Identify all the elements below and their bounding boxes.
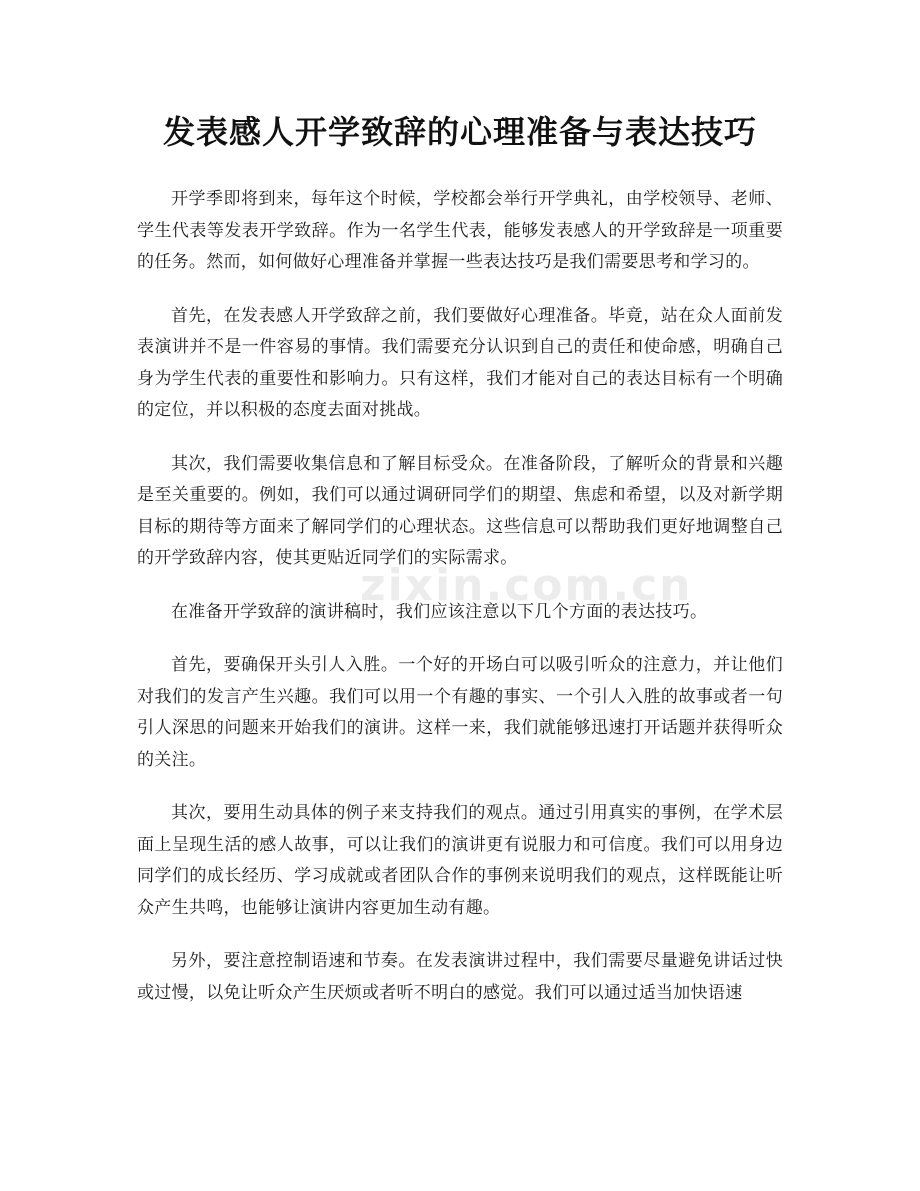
watermark: zixin.com.cn bbox=[360, 560, 693, 611]
paragraph: 另外，要注意控制语速和节奏。在发表演讲过程中，我们需要尽量避免讲话过快或过慢，以免让听众产生厌烦或者听不明白的感觉。我们可以通过适当加快语速 bbox=[137, 951, 783, 1003]
paragraph: 首先，在发表感人开学致辞之前，我们要做好心理准备。毕竟，站在众人面前发表演讲并不是一件容易的事情。我们需要充分认识到自己的责任和使命感，明确自己身为学生代表的重要性和影响力。只有这样，我们才能对自己的表达目标有一个明确的定位，并以积极的态度去面对挑战。 bbox=[137, 305, 783, 420]
document-title: 发表感人开学致辞的心理准备与表达技巧 bbox=[162, 113, 757, 151]
paragraph: 其次，我们需要收集信息和了解目标受众。在准备阶段，了解听众的背景和兴趣是至关重要的。例如，我们可以通过调研同学们的期望、焦虑和希望，以及对新学期目标的期待等方面来了解同学们的心理状态。这些信息可以帮助我们更好地调整自己的开学致辞内容，使其更贴近同学们的实际需求。 bbox=[137, 453, 783, 568]
paragraph: 开学季即将到来，每年这个时候，学校都会举行开学典礼，由学校领导、老师、学生代表等发表开学致辞。作为一名学生代表，能够发表感人的开学致辞是一项重要的任务。然而，如何做好心理准备并掌握一些表达技巧是我们需要思考和学习的。 bbox=[137, 189, 783, 272]
document-body bbox=[137, 184, 783, 1031]
paragraph: 首先，要确保开头引人入胜。一个好的开场白可以吸引听众的注意力，并让他们对我们的发言产生兴趣。我们可以用一个有趣的事实、一个引人入胜的故事或者一句引人深思的问题来开始我们的演讲。这样一来，我们就能够迅速打开话题并获得听众的关注。 bbox=[137, 655, 783, 770]
paragraph: 其次，要用生动具体的例子来支持我们的观点。通过引用真实的事例，在学术层面上呈现生活的感人故事，可以让我们的演讲更有说服力和可信度。我们可以用身边同学们的成长经历、学习成就或者团队合作的事例来说明我们的观点，这样既能让听众产生共鸣，也能够让演讲内容更加生动有趣。 bbox=[137, 803, 783, 918]
paragraph: 在准备开学致辞的演讲稿时，我们应该注意以下几个方面的表达技巧。 bbox=[171, 601, 708, 622]
